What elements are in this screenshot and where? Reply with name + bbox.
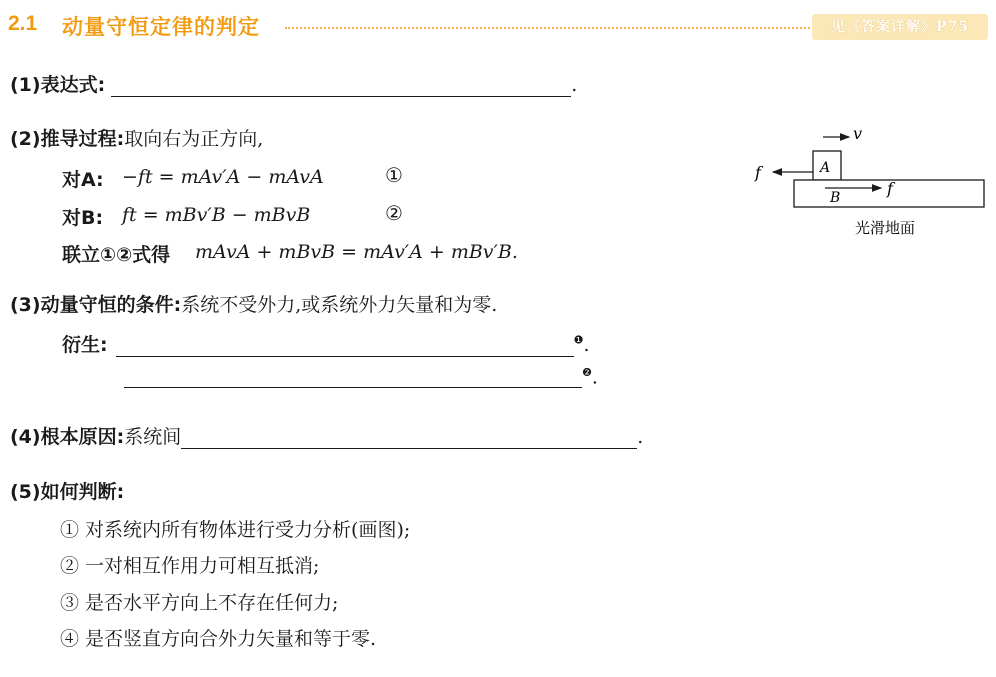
- equation-a-row: [62, 165, 104, 192]
- combine-formula: mAvA + mBvB = mAv′A + mBv′B.: [195, 241, 518, 263]
- item-2-label: (2)推导过程:: [10, 128, 125, 150]
- item-2: [10, 124, 263, 151]
- derive-note-1: ❶: [573, 333, 584, 347]
- period: .: [591, 366, 598, 389]
- item-3-text: 系统不受外力,或系统外力矢量和为零.: [181, 294, 498, 316]
- item-4: [10, 422, 643, 449]
- derive-row-2: [124, 366, 598, 388]
- item-1-label: (1)表达式:: [10, 74, 106, 96]
- equation-b-formula: ft = mBv′B − mBvB: [122, 204, 311, 226]
- derive-label: 衍生:: [62, 334, 108, 356]
- block-b-label: B: [830, 190, 841, 206]
- derive-blank-1[interactable]: [116, 338, 574, 357]
- figure-caption: 光滑地面: [855, 219, 916, 237]
- velocity-label: v: [853, 124, 863, 143]
- derive-row-1: [62, 330, 590, 357]
- period: .: [583, 334, 590, 356]
- judge-step-1: ① 对系统内所有物体进行受力分析(画图);: [60, 519, 411, 541]
- item-3: [10, 290, 497, 317]
- judge-step-3: ③ 是否水平方向上不存在任何力;: [60, 592, 339, 614]
- item-5-label: (5)如何判断:: [10, 481, 125, 503]
- friction-label-right: f: [887, 179, 893, 198]
- equation-a-tag: ①: [385, 163, 403, 187]
- item-3-label: (3)动量守恒的条件:: [10, 294, 182, 316]
- root-cause-blank[interactable]: [181, 430, 637, 449]
- item-1: [10, 70, 577, 97]
- force-diagram: [745, 120, 995, 245]
- expression-blank[interactable]: [111, 78, 571, 97]
- equation-a-formula: −ft = mAv′A − mAvA: [122, 166, 324, 188]
- period: .: [637, 426, 644, 448]
- item-2-text: 取向右为正方向,: [124, 128, 264, 150]
- period: .: [571, 74, 578, 96]
- judge-step-4: ④ 是否竖直方向合外力矢量和等于零.: [60, 628, 377, 650]
- equation-b-row: [62, 203, 103, 230]
- section-number: 2.1: [8, 12, 38, 35]
- combine-label: 联立①②式得: [62, 244, 171, 266]
- item-5: [10, 477, 124, 504]
- equation-a-label: 对A:: [62, 169, 104, 191]
- derive-note-2: ❷: [582, 366, 592, 379]
- equation-b-tag: ②: [385, 201, 403, 225]
- answer-reference-badge: 见《答案详解》P75: [812, 14, 988, 40]
- derive-blank-2[interactable]: [124, 369, 582, 388]
- header-divider: [285, 27, 810, 29]
- judge-step-2: ② 一对相互作用力可相互抵消;: [60, 555, 320, 577]
- friction-label-left: f: [755, 163, 761, 182]
- item-4-label: (4)根本原因:: [10, 426, 125, 448]
- combine-row: [62, 240, 170, 267]
- equation-b-label: 对B:: [62, 207, 104, 229]
- block-a-label: A: [820, 160, 831, 176]
- section-title: 动量守恒定律的判定: [62, 15, 260, 39]
- item-4-text: 系统间: [124, 426, 182, 448]
